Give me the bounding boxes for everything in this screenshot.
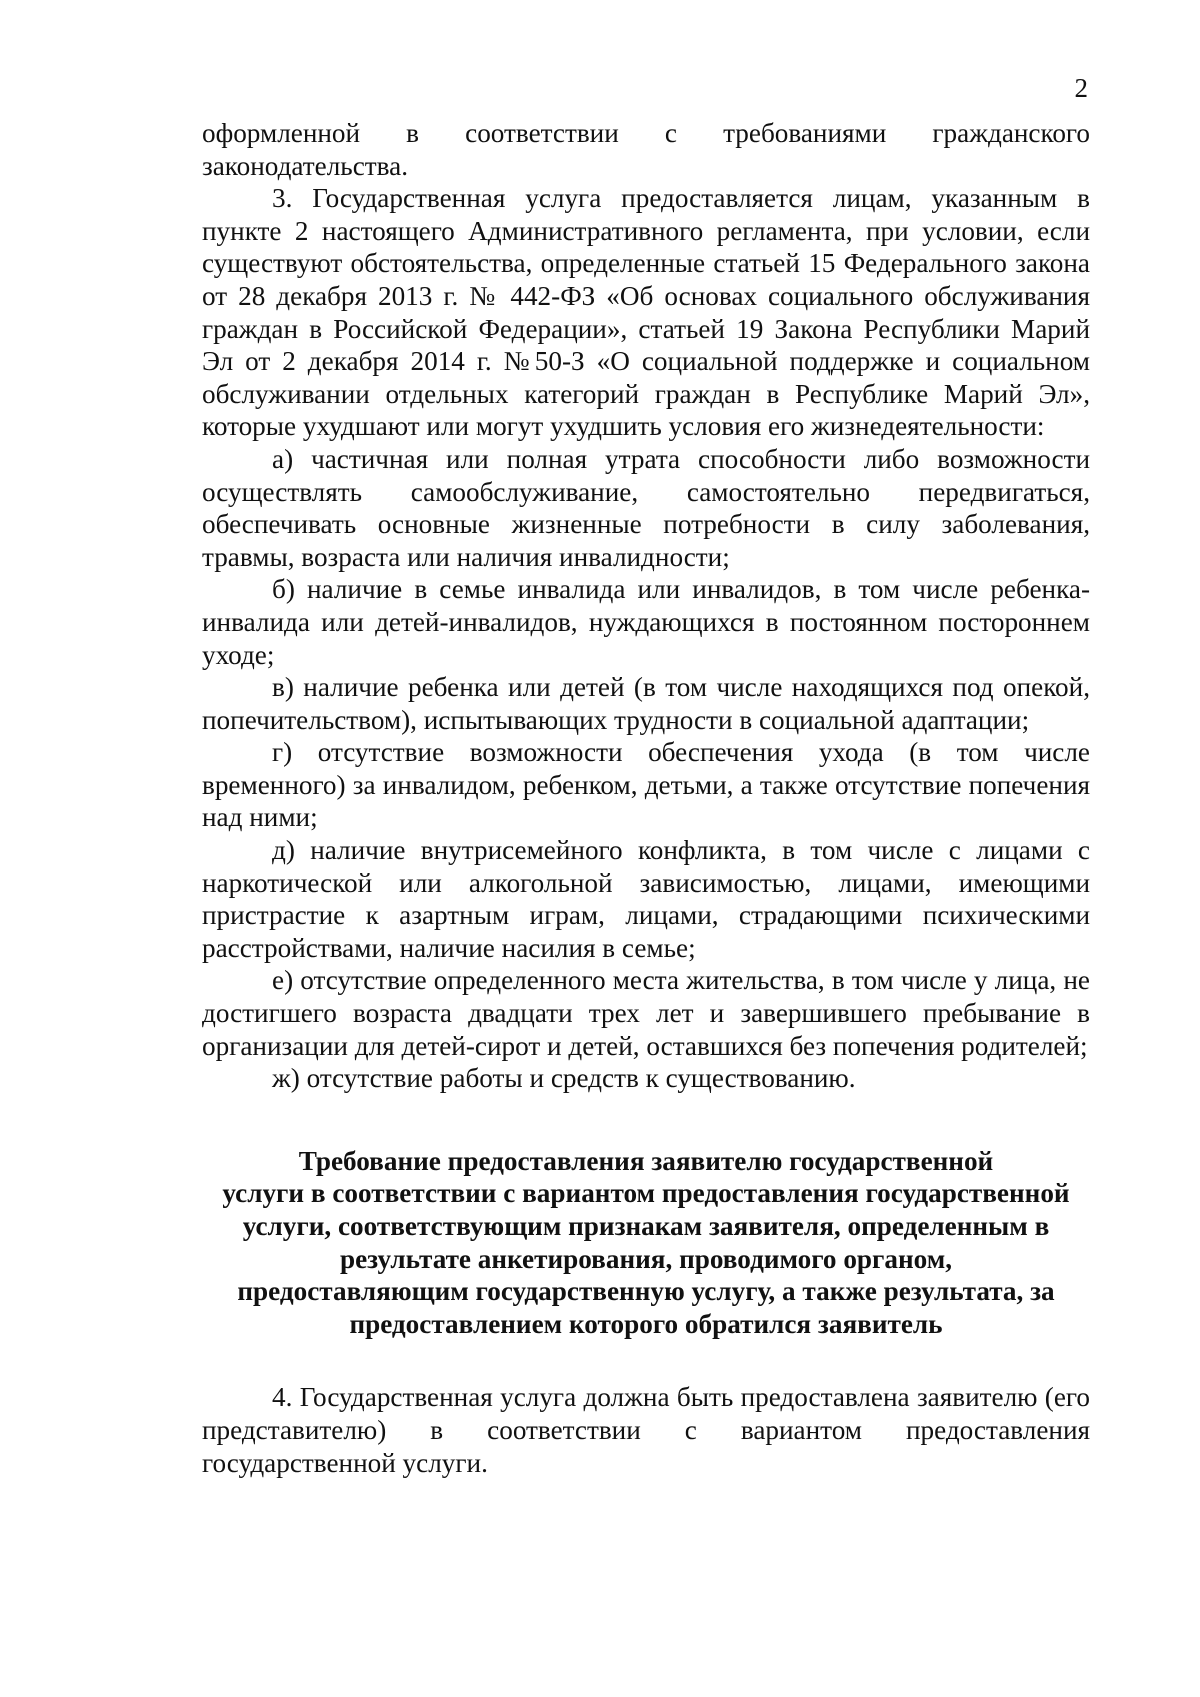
paragraph-continuation: оформленной в соответствии с требованиями гражданского законодательства. [202, 118, 1090, 181]
subitem-v: в) наличие ребенка или детей (в том числе находящихся под опекой, попечительством), испытывающих трудности в социальной адаптации; [202, 672, 1090, 735]
subitem-zh: ж) отсутствие работы и средств к существованию. [272, 1063, 856, 1094]
paragraph-item-3: 3. Государственная услуга предоставляется лицам, указанным в пункте 2 настоящего Административного регламента, при условии, если существуют обстоятельства, определенные статьей 15 Федерального закона от 28 декабря 2013 г. № 442-ФЗ «Об основах социального обслуживания граждан в Российской Федерации», статьей 19 Закона Республики Марий Эл от 2 декабря 2014 г. №50-З «О социальной поддержке и социальном обслуживании отдельных категорий граждан в Республике Марий Эл», которые ухудшают или могут ухудшить условия его жизнедеятельности: [202, 183, 1090, 442]
heading-line: Требование предоставления заявителю государственной [298, 1145, 994, 1176]
heading-line: предоставляющим государственную услугу, а также результата, за [237, 1276, 1055, 1307]
subitem-d: д) наличие внутрисемейного конфликта, в том числе с лицами с наркотической или алкогольной зависимостью, лицами, имеющими пристрастие к азартным играм, лицами, страдающими психическими расстройствами, наличие насилия в семье; [202, 835, 1090, 963]
heading-line: услуги, соответствующим признакам заявителя, определенным в [242, 1211, 1050, 1241]
document-body [202, 117, 1090, 1479]
heading-line: результате анкетирования, проводимого органом, [339, 1243, 953, 1274]
paragraph-item-4: 4. Государственная услуга должна быть предоставлена заявителю (его представителю) в соответствии с вариантом предоставления государственной услуги. [202, 1382, 1090, 1478]
subitem-a: а) частичная или полная утрата способности либо возможности осуществлять самообслуживание, самостоятельно передвигаться, обеспечивать основные жизненные потребности в силу заболевания, травмы, возраста или наличия инвалидности; [202, 443, 1090, 572]
subitem-e: е) отсутствие определенного места жительства, в том числе у лица, не достигшего возраста двадцати трех лет и завершившего пребывание в организации для детей-сирот и детей, оставшихся без попечения родителей; [202, 965, 1090, 1061]
subitem-b: б) наличие в семье инвалида или инвалидов, в том числе ребенка-инвалида или детей-инвалидов, нуждающихся в постоянном постороннем уходе; [202, 574, 1090, 670]
section-heading [202, 1145, 1090, 1341]
heading-line: предоставлением которого обратился заявитель [349, 1308, 943, 1339]
heading-line: услуги в соответствии с вариантом предоставления государственной [222, 1178, 1070, 1209]
page-number: 2 [1074, 73, 1088, 103]
subitem-g: г) отсутствие возможности обеспечения ухода (в том числе временного) за инвалидом, ребенком, детьми, а также отсутствие попечения над ними; [202, 737, 1090, 833]
